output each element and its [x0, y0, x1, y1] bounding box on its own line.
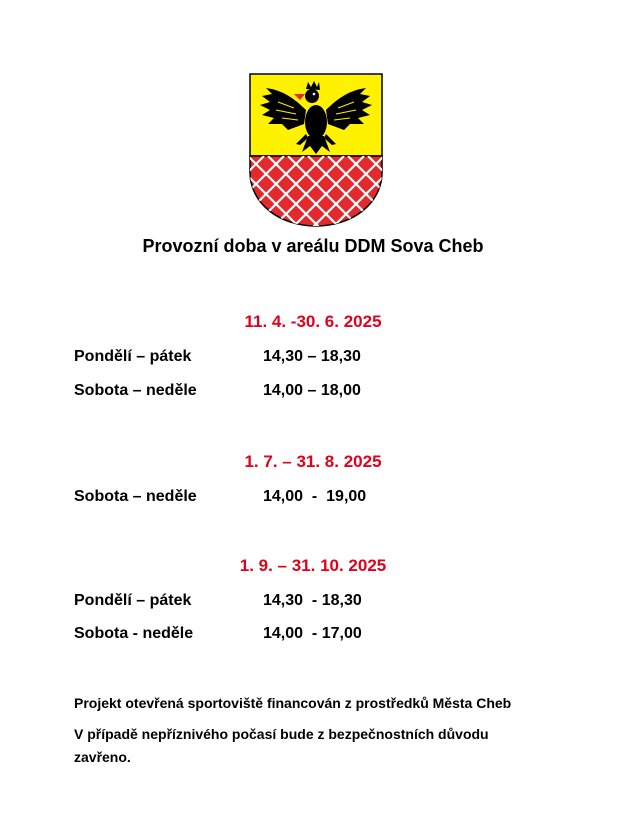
- schedule-hours: 14,00 – 18,00: [263, 382, 361, 399]
- schedule-row: [74, 382, 361, 436]
- schedule-days: Sobota - neděle: [74, 625, 194, 642]
- schedule-days: Pondělí – pátek: [74, 592, 192, 609]
- schedule-hours: 14,00 - 17,00: [263, 625, 362, 642]
- schedule-row: [74, 625, 362, 679]
- page-title: Provozní doba v areálu DDM Sova Cheb: [142, 236, 484, 256]
- schedule-days: Sobota – neděle: [74, 382, 197, 399]
- period-heading: 11. 4. -30. 6. 2025: [244, 312, 382, 331]
- schedule-hours: 14,30 - 18,30: [263, 592, 362, 609]
- schedule-hours: 14,00 - 19,00: [263, 488, 367, 505]
- schedule-hours: 14,30 – 18,30: [263, 348, 361, 365]
- funding-note: Projekt otevřená sportoviště financován z prostředků Města Cheb: [74, 695, 512, 711]
- schedule-days: Pondělí – pátek: [74, 348, 192, 365]
- period-heading: 1. 9. – 31. 10. 2025: [239, 556, 387, 575]
- period-heading: 1. 7. – 31. 8. 2025: [244, 452, 382, 471]
- coat-of-arms-eagle-icon: [248, 72, 384, 228]
- weather-note: V případě nepříznivého počasí bude z bezpečnostních důvodu zavřeno.: [74, 726, 489, 765]
- schedule-row: [74, 488, 367, 542]
- schedule-days: Sobota – neděle: [74, 488, 197, 505]
